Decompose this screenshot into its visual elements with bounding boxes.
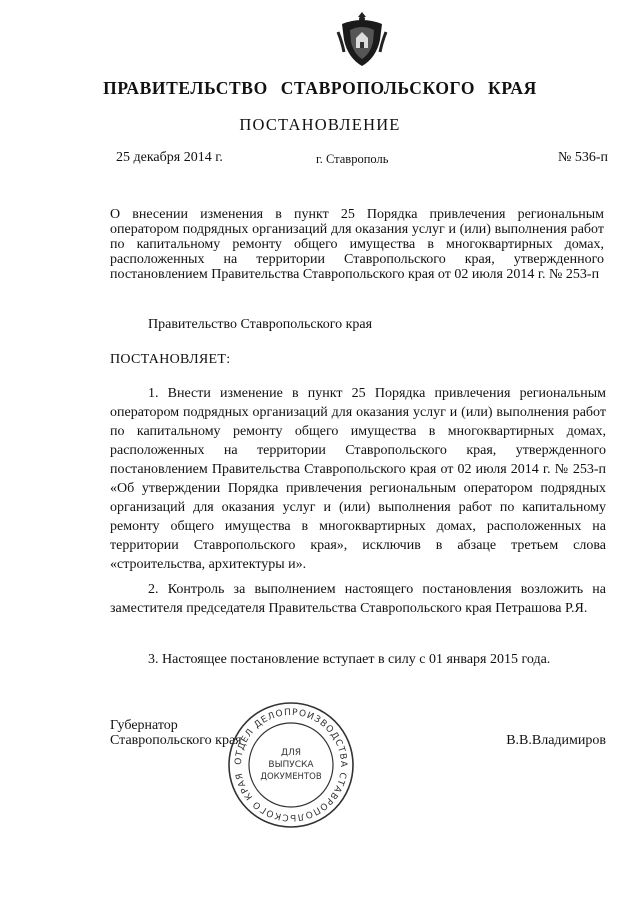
stamp-center-line2: ВЫПУСКА bbox=[268, 760, 314, 770]
decree-item-2: 2. Контроль за выполнением настоящего постановления возложить на заместителя председателя Правительства Ставропольского края Петрашова Р.Я. bbox=[110, 582, 606, 616]
document-subject: О внесении изменения в пункт 25 Порядка привлечения региональным оператором подрядных организаций для оказания услуг и (или) выполнения работ по капитальному ремонту общего имущества в многоквартирных домах, расположенных на территории Ставропольского края, утвержденного постановлением Правительства Ставропольского края от 02 июля 2014 г. № 253-п bbox=[110, 207, 604, 282]
coat-of-arms-icon bbox=[336, 10, 388, 68]
decree-item-3: 3. Настоящее постановление вступает в силу с 01 января 2015 года. bbox=[148, 652, 551, 667]
signatory-title bbox=[110, 718, 242, 748]
document-date: 25 декабря 2014 г. bbox=[116, 150, 223, 165]
stamp-center-line1: ДЛЯ bbox=[280, 748, 302, 758]
document-city: г. Ставрополь bbox=[316, 152, 389, 166]
stamp-center-line3: ДОКУМЕНТОВ bbox=[260, 772, 322, 782]
signatory-title-line2: Ставропольского края bbox=[110, 733, 242, 748]
preamble: Правительство Ставропольского края bbox=[148, 317, 373, 332]
decree-item-1: 1. Внести изменение в пункт 25 Порядка привлечения региональным оператором подрядных организаций для оказания услуг и (или) выполнения работ по капитальному ремонту общего имущества в многоквартирных домах, расположенных на территории Ставропольского края, утвержденного постановлением Правительства Ставропольского края от 02 июля 2014 г. № 253-п «Об утверждении Порядка привлечения региональным оператором подрядных организаций для оказания услуг и (или) выполнения работ по капитальному ремонту общего имущества в многоквартирных домах, расположенных на территории Ставропольского края», исключив в абзаце третьем слова «строительства, архитектуры и». bbox=[110, 386, 606, 572]
government-title: ПРАВИТЕЛЬСТВО СТАВРОПОЛЬСКОГО КРАЯ bbox=[103, 78, 537, 98]
document-type: ПОСТАНОВЛЕНИЕ bbox=[239, 115, 401, 134]
stamp-ring-text: ОТДЕЛ ДЕЛОПРОИЗВОДСТВА СТАВРОПОЛЬСКОГО КРАЯ bbox=[233, 707, 349, 823]
official-stamp bbox=[226, 700, 356, 830]
signatory-name: В.В.Владимиров bbox=[506, 733, 606, 748]
signatory-title-line1: Губернатор bbox=[110, 718, 178, 733]
decree-word: ПОСТАНОВЛЯЕТ: bbox=[110, 352, 231, 367]
document-number: № 536-п bbox=[557, 150, 608, 165]
